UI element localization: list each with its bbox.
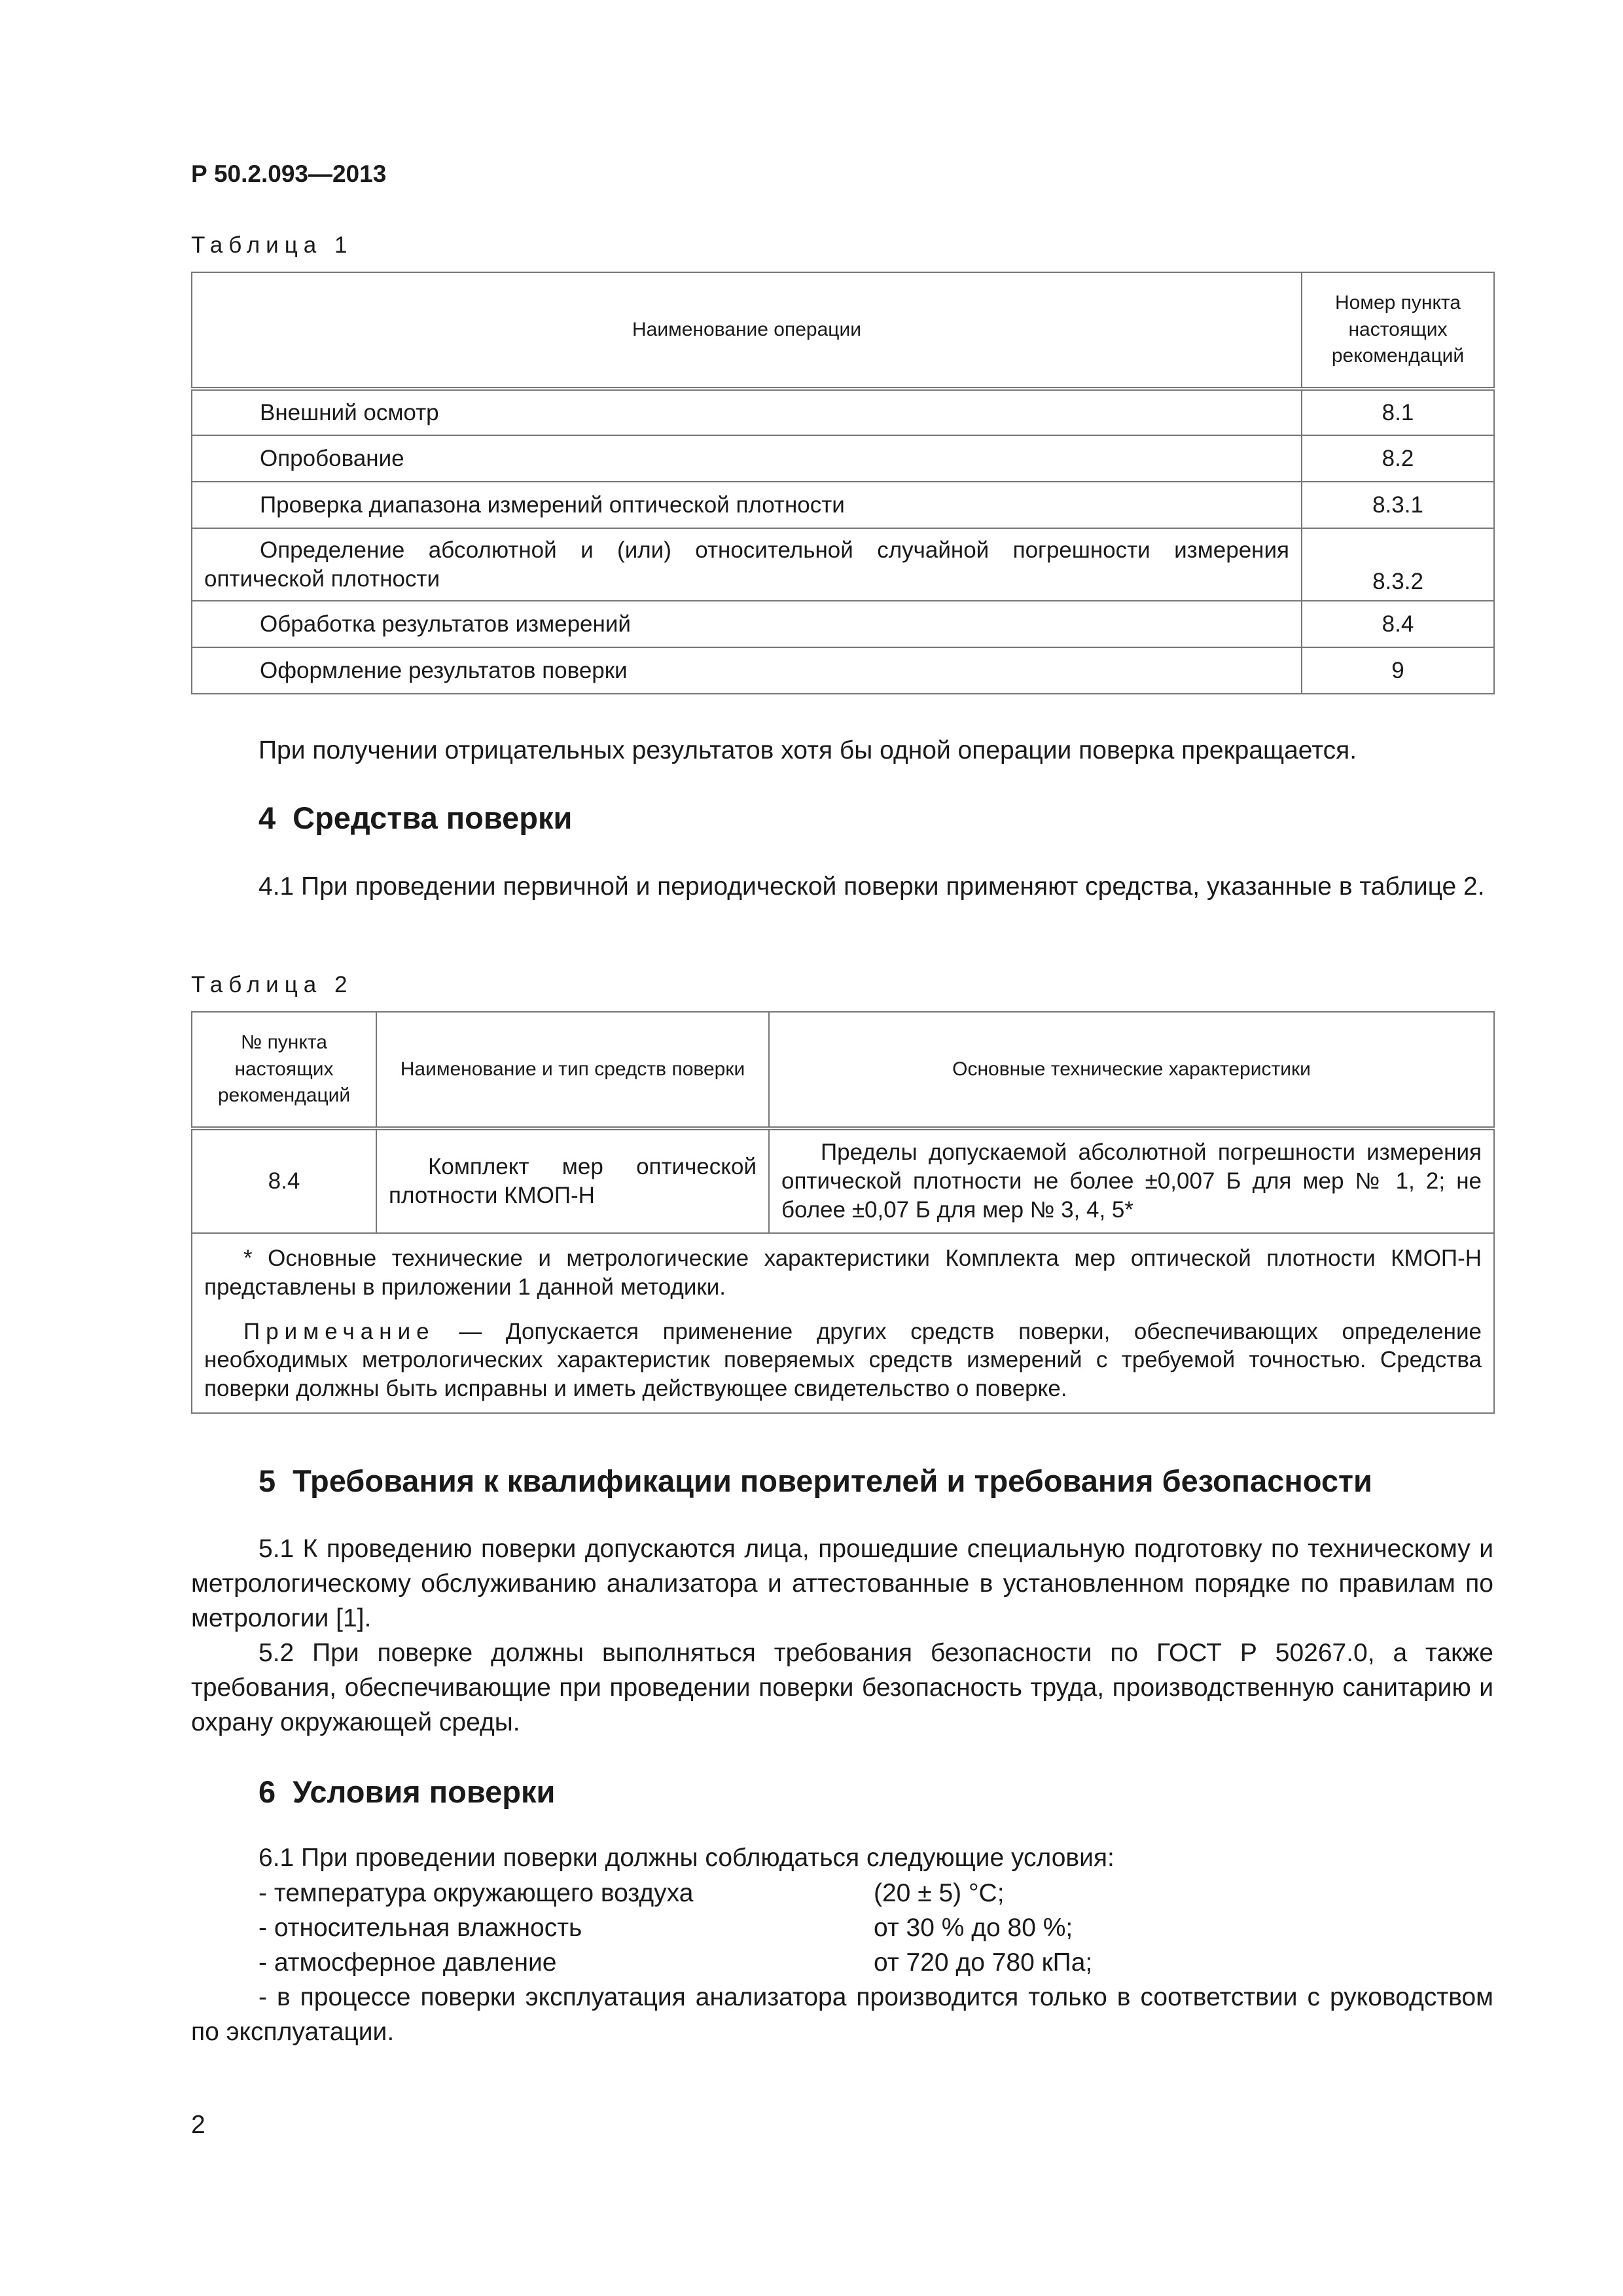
paragraph-6-1: 6.1 При проведении поверки должны соблюдаться следующие условия: xyxy=(259,1844,1115,1872)
table-row xyxy=(192,482,1494,528)
document-code: Р 50.2.093—2013 xyxy=(191,160,387,187)
table1-cell-name: Оформление результатов поверки xyxy=(192,647,1302,694)
table2-header-spec: Основные технические характеристики xyxy=(769,1012,1494,1128)
paragraph-5-2: 5.2 При поверке должны выполняться требования безопасности по ГОСТ Р 50267.0, а также требования, обеспечивающие при проведении поверки безопасность труда, производственную санитарию и охрану окружающей среды. xyxy=(191,1639,1493,1736)
table1-cell-name: Обработка результатов измерений xyxy=(192,601,1302,647)
table2-note-row xyxy=(192,1233,1494,1413)
condition-value: от 30 % до 80 %; xyxy=(874,1914,1073,1942)
paragraph-4-1: 4.1 При проведении первичной и периодической поверки применяют средства, указанные в таблице 2. xyxy=(259,872,1485,901)
condition-value: от 720 до 780 кПа; xyxy=(874,1948,1093,1977)
table1-header-num: Номер пункта настоящих рекомендаций xyxy=(1302,272,1494,389)
table-row xyxy=(192,528,1494,601)
table2-header-row xyxy=(192,1012,1494,1128)
table2-note-cell xyxy=(192,1233,1494,1413)
table1-cell-name: Внешний осмотр xyxy=(192,389,1302,435)
table-row xyxy=(192,1128,1494,1233)
section5-number: 5 xyxy=(259,1463,276,1498)
section4-number: 4 xyxy=(259,800,276,835)
note-label: Примечание xyxy=(243,1318,435,1344)
table1 xyxy=(191,272,1495,694)
table1-cell-num: 8.3.2 xyxy=(1302,528,1494,601)
table-row xyxy=(192,435,1494,482)
paragraph-6-last: - в процессе поверки эксплуатация анализатора производится только в соответствии с руководством по эксплуатации. xyxy=(191,1983,1493,2046)
table1-cell-name: Определение абсолютной и (или) относительной случайной погрешности измерения оптической плотности xyxy=(192,528,1302,601)
table2 xyxy=(191,1011,1495,1414)
table2-header-name: Наименование и тип средств поверки xyxy=(376,1012,769,1128)
list-item xyxy=(259,1910,1493,1945)
table2-cell-num: 8.4 xyxy=(192,1128,376,1233)
section4-title: Средства поверки xyxy=(293,800,573,835)
table-row xyxy=(192,601,1494,647)
table1-cell-name: Проверка диапазона измерений оптической плотности xyxy=(192,482,1302,528)
section4-heading xyxy=(259,800,572,836)
condition-value: (20 ± 5) °С; xyxy=(874,1879,1005,1907)
table2-note xyxy=(204,1318,1482,1403)
paragraph-negative-results: При получении отрицательных результатов хотя бы одной операции поверка прекращается. xyxy=(259,736,1357,764)
list-item xyxy=(259,1876,1493,1910)
table1-caption: Таблица 1 xyxy=(191,232,353,258)
table1-cell-num: 8.3.1 xyxy=(1302,482,1494,528)
table2-footnote: * Основные технические и метрологические характеристики Комплекта мер оптической плотности КМОП-Н представлены в приложении 1 данной методики. xyxy=(204,1246,1482,1300)
table2-header-num: № пункта настоящих рекомендаций xyxy=(192,1012,376,1128)
table1-header-row xyxy=(192,272,1494,389)
list-item xyxy=(259,1945,1493,1980)
table1-cell-num: 8.2 xyxy=(1302,435,1494,482)
table1-cell-num: 8.1 xyxy=(1302,389,1494,435)
table2-caption: Таблица 2 xyxy=(191,972,353,997)
table-row xyxy=(192,389,1494,435)
section6-title: Условия поверки xyxy=(293,1774,556,1809)
condition-label: - относительная влажность xyxy=(259,1914,582,1942)
paragraph-5-1: 5.1 К проведению поверки допускаются лица, прошедшие специальную подготовку по техническому и метрологическому обслуживанию анализатора и аттестованные в установленном порядке по правилам по метрологии [1]. xyxy=(191,1535,1493,1632)
section6-number: 6 xyxy=(259,1774,276,1809)
table1-cell-num: 9 xyxy=(1302,647,1494,694)
table1-header-name: Наименование операции xyxy=(192,272,1302,389)
condition-label: - атмосферное давление xyxy=(259,1948,557,1977)
section6-heading xyxy=(259,1774,555,1810)
note-text: — Допускается применение других средств поверки, обеспечивающих определение необходимых метрологических характеристик поверяемых средств измерений с требуемой точностью. Средства поверки должны быть исправны и иметь действующее свидетельство о поверке. xyxy=(204,1318,1482,1401)
conditions-list xyxy=(259,1876,1493,1980)
table-row xyxy=(192,647,1494,694)
page-number: 2 xyxy=(191,2111,205,2139)
section5-title: Требования к квалификации поверителей и требования безопасности xyxy=(293,1463,1372,1498)
table2-cell-name: Комплект мер оптической плотности КМОП-Н xyxy=(376,1128,769,1233)
table1-cell-num: 8.4 xyxy=(1302,601,1494,647)
condition-label: - температура окружающего воздуха xyxy=(259,1879,694,1907)
section5-heading xyxy=(259,1463,1372,1499)
table1-cell-name: Опробование xyxy=(192,435,1302,482)
table2-cell-spec: Пределы допускаемой абсолютной погрешности измерения оптической плотности не более ±0,007 Б для мер № 1, 2; не более ±0,07 Б для мер № 3, 4, 5* xyxy=(769,1128,1494,1233)
